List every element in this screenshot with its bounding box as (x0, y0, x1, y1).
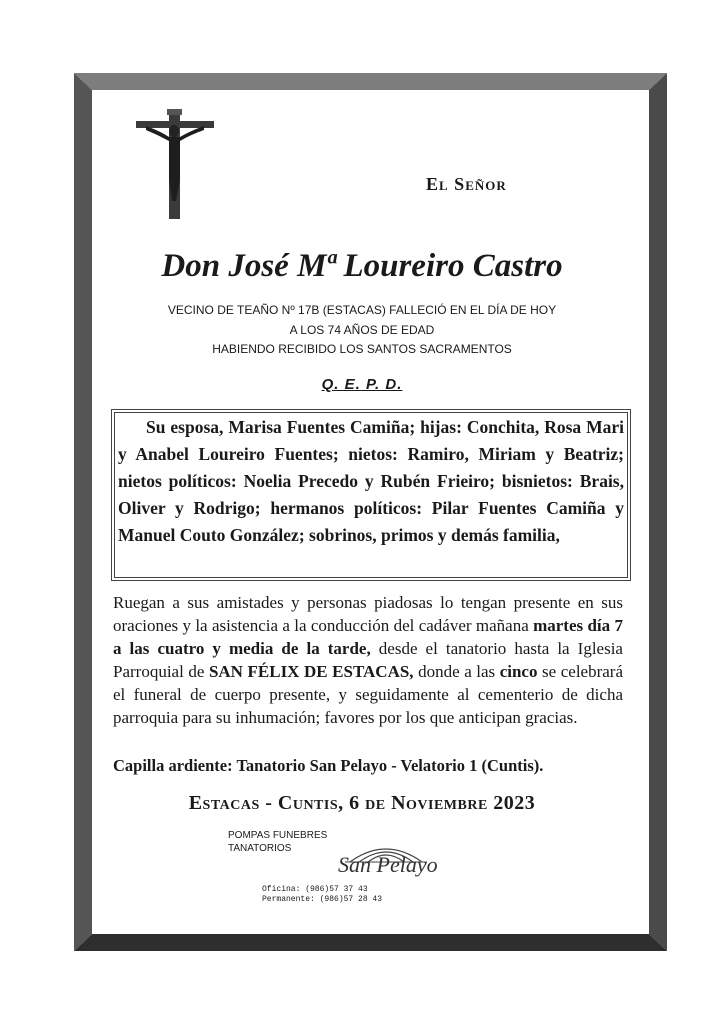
place-date: Estacas - Cuntis, 6 de Noviembre 2023 (188, 792, 536, 814)
ruegan-church: SAN FÉLIX DE ESTACAS, (208, 662, 414, 681)
capilla-ardiente: Capilla ardiente: Tanatorio San Pelayo - Velatorio 1 (Cuntis). (113, 756, 544, 775)
details-line-2: A LOS 74 AÑOS DE EDAD (289, 323, 435, 337)
details-line-3: HABIENDO RECIBIDO LOS SANTOS SACRAMENTOS (212, 342, 512, 356)
details-line-1: VECINO DE TEAÑO Nº 17B (ESTACAS) FALLECIÓ EN EL DÍA DE HOY (167, 303, 557, 317)
family-text: Su esposa, Marisa Fuentes Camiña; hijas: Conchita, Rosa Mari y Anabel Loureiro Fuentes; nietos: Ramiro, Miriam y Beatriz; nietos políticos: Noelia Precedo y Rubén Frieiro; bisnietos: Brais, Oliver y Rodrigo; hermanos políticos: Pilar Fuentes Camiña y Manuel Couto González; sobrinos, primos y demás familia, (118, 417, 624, 545)
phone-oficina: Oficina: (986)57 37 43 (262, 885, 368, 894)
ruegan-text-2: desde el tanatorio hasta la Iglesia Parroquial de (113, 639, 623, 681)
qepd-label: Q. E. P. D. (321, 376, 403, 393)
ruegan-date-time: martes día 7 a las cuatro y media de la tarde, (113, 616, 623, 658)
crucifix-icon (136, 109, 214, 221)
ruegan-paragraph (113, 591, 623, 729)
phone-permanente: Permanente: (986)57 28 43 (262, 895, 383, 904)
funeral-home-label (228, 829, 327, 855)
ruegan-text-1: Ruegan a sus amistades y personas piadosas lo tengan presente en sus oraciones y la asistencia a la conducción del cadáver mañana (113, 593, 623, 635)
header-title: El Señor (426, 174, 507, 194)
funeral-home-phones (262, 885, 382, 905)
deceased-name: Don José Mª Loureiro Castro (161, 248, 563, 284)
funeral-home-line-2: TANATORIOS (228, 843, 292, 854)
ruegan-text-3: donde a las (413, 662, 500, 681)
san-pelayo-logo-text: San Pelayo (338, 852, 438, 877)
ruegan-text-4: se celebrará el funeral de cuerpo presente, y seguidamente al cementerio de dicha parroquia para su inhumación; favores por los que anticipan gracias. (113, 662, 624, 727)
funeral-home-line-1: POMPAS FUNEBRES (228, 830, 328, 841)
ruegan-hour: cinco (499, 662, 538, 681)
